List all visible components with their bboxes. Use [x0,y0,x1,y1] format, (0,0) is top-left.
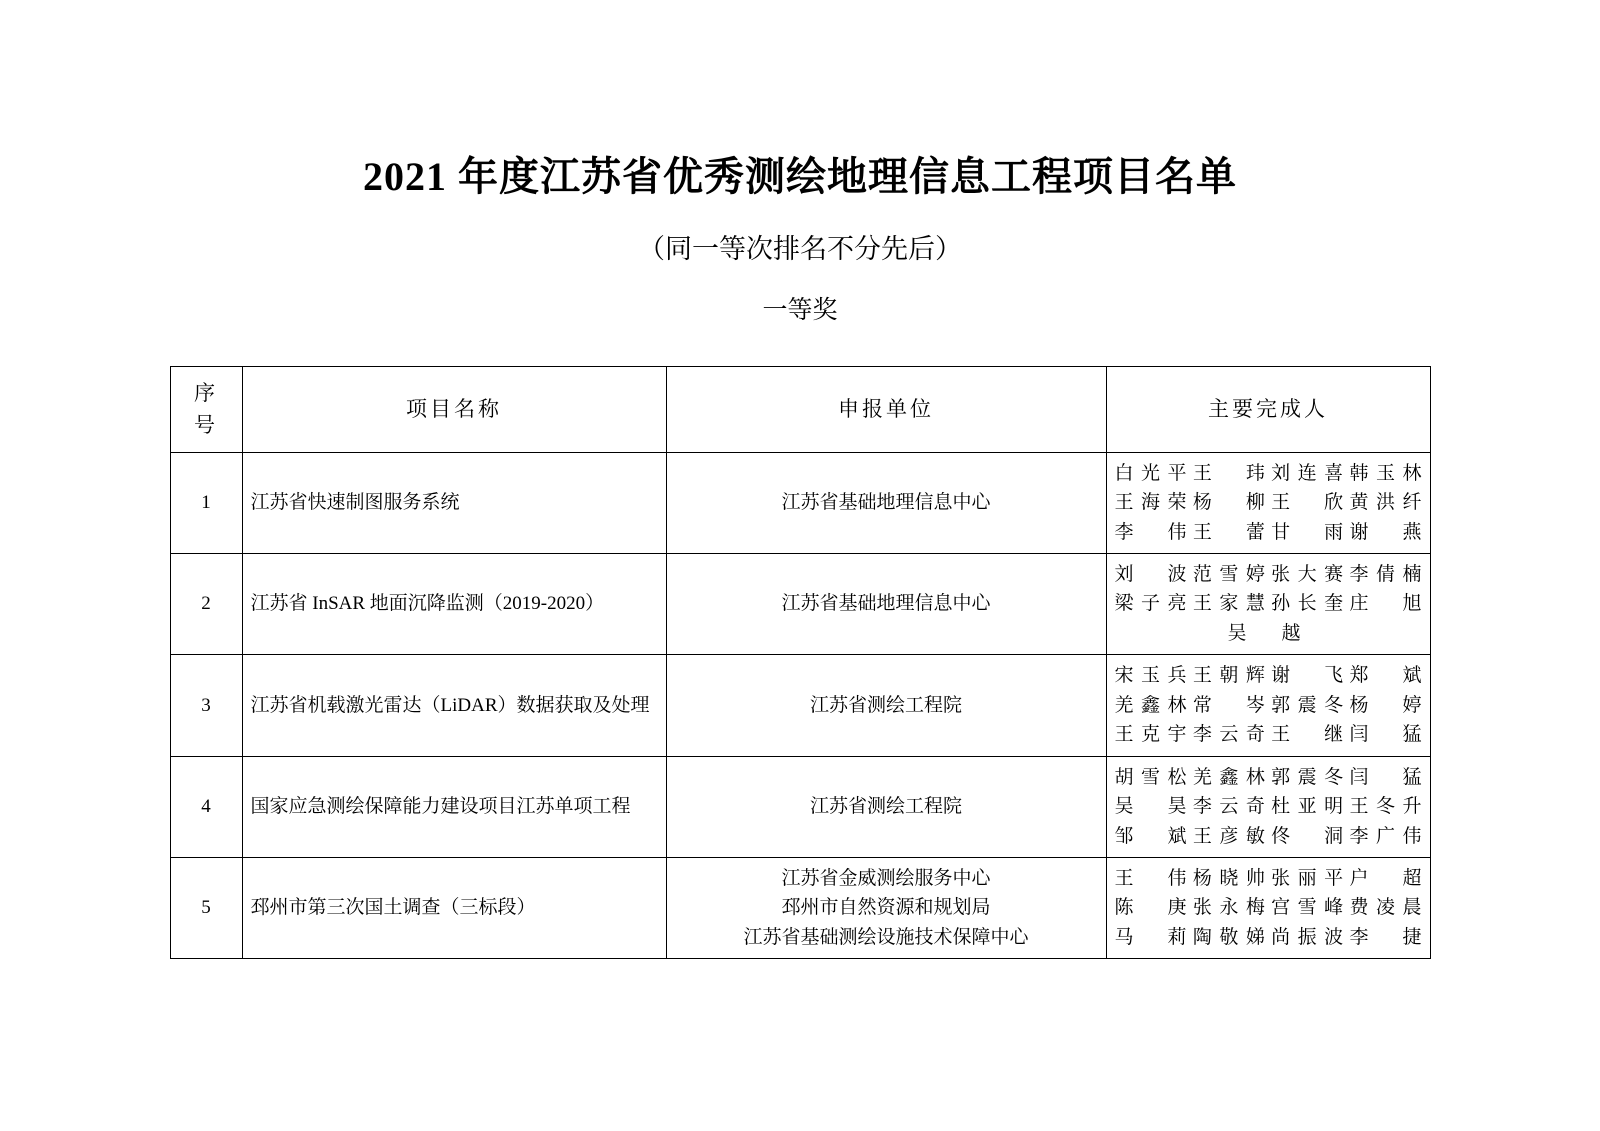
contributor-name: 杨晓帅 [1192,867,1265,889]
contributor-name: 王朝辉 [1192,665,1265,687]
column-header-declaring-unit: 申报单位 [666,366,1106,452]
contributor-name: 王海荣 [1114,492,1187,514]
column-header-project-name: 项目名称 [242,366,666,452]
declaring-unit-line: 江苏省测绘工程院 [809,796,962,818]
contributor-name: 王彦敏 [1192,825,1265,847]
contributor-line [1115,792,1422,821]
cell-main-contributors [1106,857,1430,958]
contributor-name: 郭震冬 [1271,694,1344,716]
contributor-name: 杜亚明 [1271,796,1344,818]
contributor-name: 陶敬娣 [1192,926,1265,948]
cell-declaring-unit [666,756,1106,857]
contributor-name: 吴 越 [1227,622,1309,644]
contributor-name: 羌鑫林 [1192,766,1265,788]
contributor-name: 张永梅 [1192,897,1265,919]
contributor-line [1115,822,1422,851]
contributor-name: 王 欣 [1271,492,1344,514]
declaring-unit-line: 江苏省基础测绘设施技术保障中心 [743,926,1029,948]
cell-main-contributors [1106,452,1430,553]
table-row [170,554,1430,655]
table-body [170,452,1430,959]
page-title: 2021 年度江苏省优秀测绘地理信息工程项目名单 [363,154,1237,199]
contributor-name: 杨 柳 [1192,492,1265,514]
contributor-line [1115,720,1422,749]
contributor-name: 庄 旭 [1349,593,1422,615]
contributor-name: 王 蕾 [1192,521,1265,543]
contributor-line [1115,488,1422,517]
table-row [170,452,1430,553]
contributor-line [1115,459,1422,488]
cell-declaring-unit [666,655,1106,756]
contributor-name: 闫 猛 [1349,724,1422,746]
contributor-name: 李云奇 [1192,724,1265,746]
cell-index: 4 [170,756,242,857]
cell-project-name: 邳州市第三次国土调查（三标段） [242,857,666,958]
contributor-name: 张丽平 [1271,867,1344,889]
cell-project-name: 江苏省机载激光雷达（LiDAR）数据获取及处理 [242,655,666,756]
cell-project-name: 江苏省快速制图服务系统 [242,452,666,553]
contributor-line [1115,893,1422,922]
contributor-name: 费凌晨 [1349,897,1422,919]
contributor-name: 刘连喜 [1271,462,1344,484]
contributor-name: 羌鑫林 [1114,694,1187,716]
contributor-name: 李云奇 [1192,796,1265,818]
cell-index: 3 [170,655,242,756]
declaring-unit-line: 江苏省基础地理信息中心 [781,492,991,514]
contributor-line [1115,763,1422,792]
cell-main-contributors [1106,756,1430,857]
contributor-name: 闫 猛 [1349,766,1422,788]
contributor-name: 刘 波 [1114,564,1187,585]
contributor-line [1115,691,1422,720]
contributor-name: 李 捷 [1349,926,1422,948]
contributor-name: 宫雪峰 [1271,897,1344,919]
cell-index: 5 [170,857,242,958]
cell-declaring-unit [666,857,1106,958]
cell-declaring-unit [666,452,1106,553]
contributor-name: 陈 庚 [1114,897,1187,919]
contributor-name: 李倩楠 [1349,564,1422,585]
contributor-line [1115,661,1422,690]
contributor-name: 胡雪松 [1114,766,1187,788]
contributor-name: 谢 飞 [1271,665,1344,687]
cell-project-name: 国家应急测绘保障能力建设项目江苏单项工程 [242,756,666,857]
contributor-name: 邹 斌 [1114,825,1187,847]
table-row [170,655,1430,756]
contributor-name: 王 玮 [1192,462,1265,484]
contributor-name: 郭震冬 [1271,766,1344,788]
contributor-line [1115,560,1422,589]
contributor-name: 白光平 [1114,462,1187,484]
contributor-name: 韩玉林 [1349,462,1422,484]
contributor-name: 黄洪纤 [1349,492,1422,514]
contributor-name: 尚振波 [1271,926,1344,948]
column-header-index [170,366,242,452]
contributor-line [1115,619,1422,648]
contributor-line [1115,518,1422,547]
cell-main-contributors [1106,554,1430,655]
contributor-name: 王克宇 [1114,724,1187,746]
cell-project-name: 江苏省 InSAR 地面沉降监测（2019-2020） [242,554,666,655]
contributor-line [1115,923,1422,952]
contributor-line [1115,589,1422,618]
contributor-name: 王 伟 [1114,867,1187,889]
cell-index: 2 [170,554,242,655]
contributor-name: 谢 燕 [1349,521,1422,543]
contributor-name: 张大赛 [1271,564,1344,585]
contributor-name: 王冬升 [1349,796,1422,818]
cell-index: 1 [170,452,242,553]
contributor-name: 王家慧 [1192,593,1265,615]
contributor-name: 佟 洞 [1271,825,1344,847]
cell-main-contributors [1106,655,1430,756]
contributor-name: 郑 斌 [1349,665,1422,687]
page-subtitle: （同一等次排名不分先后） [638,234,962,264]
contributor-name: 范雪婷 [1192,564,1265,585]
contributor-name: 孙长奎 [1271,593,1344,615]
award-list-table [170,366,1431,960]
declaring-unit-line: 江苏省金威测绘服务中心 [781,867,991,889]
contributor-name: 吴 昊 [1114,796,1187,818]
declaring-unit-line: 江苏省测绘工程院 [809,694,962,716]
column-header-index-line1: 序 [194,380,218,405]
table-header-row [170,366,1430,452]
contributor-name: 宋玉兵 [1114,665,1187,687]
contributor-line [1115,864,1422,893]
contributor-name: 马 莉 [1114,926,1187,948]
cell-declaring-unit [666,554,1106,655]
award-level-heading: 一等奖 [762,297,838,325]
declaring-unit-line: 邳州市自然资源和规划局 [781,897,991,919]
contributor-name: 甘 雨 [1271,521,1344,543]
contributor-name: 户 超 [1349,867,1422,889]
contributor-name: 李 伟 [1114,521,1187,543]
column-header-index-line2: 号 [194,413,218,438]
contributor-name: 杨 婷 [1349,694,1422,716]
contributor-name: 梁子亮 [1114,593,1187,615]
table-row [170,857,1430,958]
column-header-main-contributors: 主要完成人 [1106,366,1430,452]
contributor-name: 常 岑 [1192,694,1265,716]
table-row [170,756,1430,857]
contributor-name: 王 继 [1271,724,1344,746]
contributor-name: 李广伟 [1349,825,1422,847]
declaring-unit-line: 江苏省基础地理信息中心 [781,593,991,615]
